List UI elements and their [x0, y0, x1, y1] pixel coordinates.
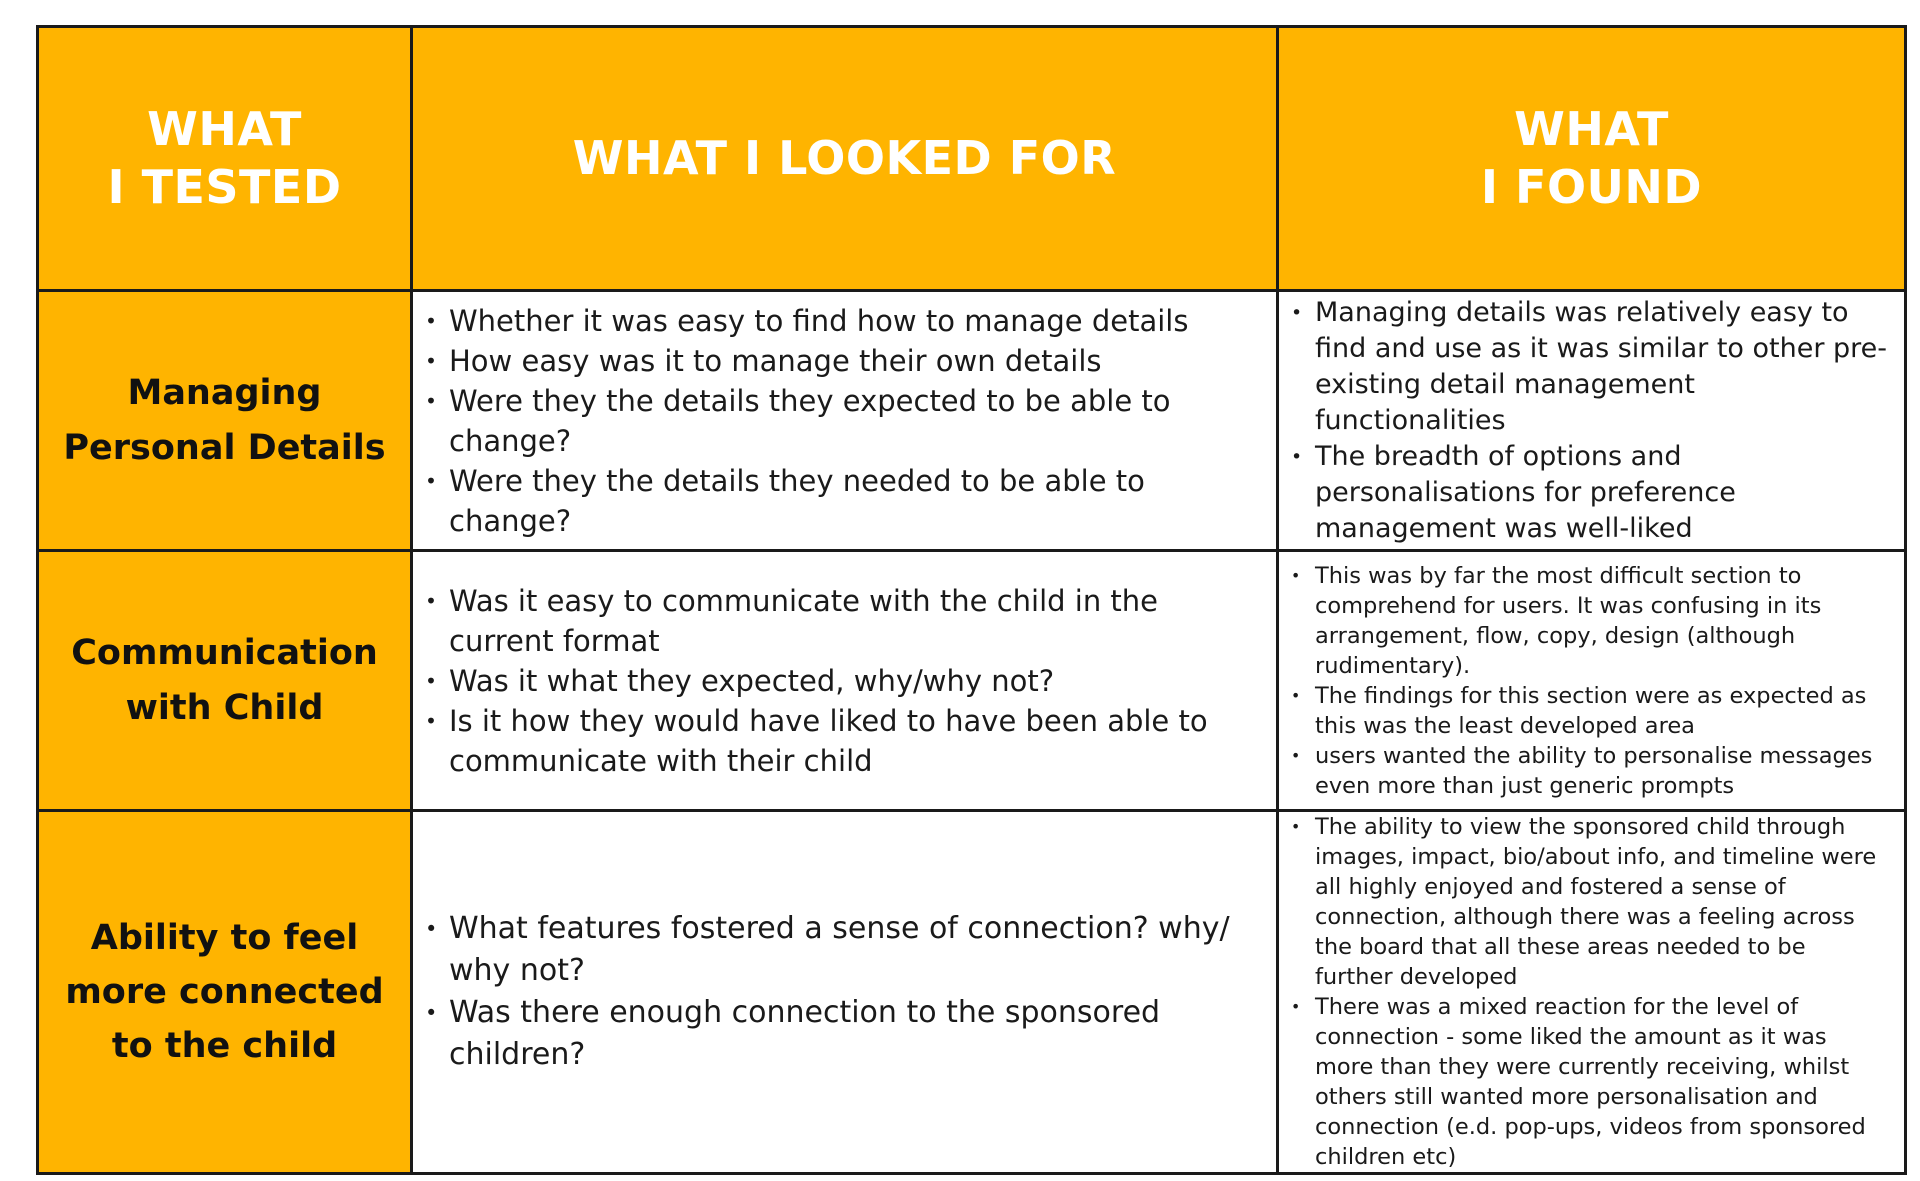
list-item: • The findings for this section were as expected as this was the least developed area	[1291, 681, 1890, 741]
list-item: • Were they the details they expected to be able to change?	[425, 381, 1262, 461]
table-row	[38, 291, 1906, 551]
looked-for-list	[413, 581, 1276, 781]
found-list	[1279, 812, 1904, 1172]
list-item: • What features fostered a sense of connection? why/ why not?	[425, 908, 1262, 992]
list-item: • Was there enough connection to the sponsored children?	[425, 992, 1262, 1076]
looked-for-cell	[412, 551, 1278, 811]
topic-cell: Managing Personal Details	[38, 291, 412, 551]
found-list	[1279, 295, 1904, 547]
header-row	[38, 27, 1906, 291]
header-what-i-tested: WHAT I TESTED	[38, 27, 412, 291]
topic-cell: Ability to feel more connected to the child	[38, 811, 412, 1174]
table-row	[38, 551, 1906, 811]
found-cell	[1278, 291, 1906, 551]
list-item: • Was it what they expected, why/why not?	[425, 661, 1262, 701]
list-item: • Is it how they would have liked to have been able to communicate with their child	[425, 701, 1262, 781]
looked-for-list	[413, 908, 1276, 1076]
list-item: • There was a mixed reaction for the level of connection - some liked the amount as it was more than they were currently receiving, whilst others still wanted more personalisation and connection (e.d. pop-ups, videos from sponsored children etc)	[1291, 992, 1890, 1172]
list-item: • Managing details was relatively easy to find and use as it was similar to other pre-existing detail management functionalities	[1291, 295, 1890, 439]
list-item: • Whether it was easy to find how to manage details	[425, 301, 1262, 341]
header-what-i-looked-for: WHAT I LOOKED FOR	[412, 27, 1278, 291]
looked-for-cell	[412, 291, 1278, 551]
table-row	[38, 811, 1906, 1174]
looked-for-list	[413, 301, 1276, 541]
list-item: • The breadth of options and personalisations for preference management was well-liked	[1291, 439, 1890, 547]
looked-for-cell	[412, 811, 1278, 1174]
list-item: • The ability to view the sponsored child through images, impact, bio/about info, and timeline were all highly enjoyed and fostered a sense of connection, although there was a feeling across the board that all these areas needed to be further developed	[1291, 812, 1890, 992]
header-what-i-found: WHAT I FOUND	[1278, 27, 1906, 291]
list-item: • users wanted the ability to personalise messages even more than just generic prompts	[1291, 741, 1890, 801]
list-item: • Was it easy to communicate with the child in the current format	[425, 581, 1262, 661]
found-list	[1279, 561, 1904, 801]
found-cell	[1278, 551, 1906, 811]
topic-cell: Communication with Child	[38, 551, 412, 811]
list-item: • Were they the details they needed to be able to change?	[425, 461, 1262, 541]
results-table	[36, 25, 1907, 1175]
found-cell	[1278, 811, 1906, 1174]
list-item: • How easy was it to manage their own details	[425, 341, 1262, 381]
list-item: • This was by far the most difficult section to comprehend for users. It was confusing in its arrangement, flow, copy, design (although rudimentary).	[1291, 561, 1890, 681]
